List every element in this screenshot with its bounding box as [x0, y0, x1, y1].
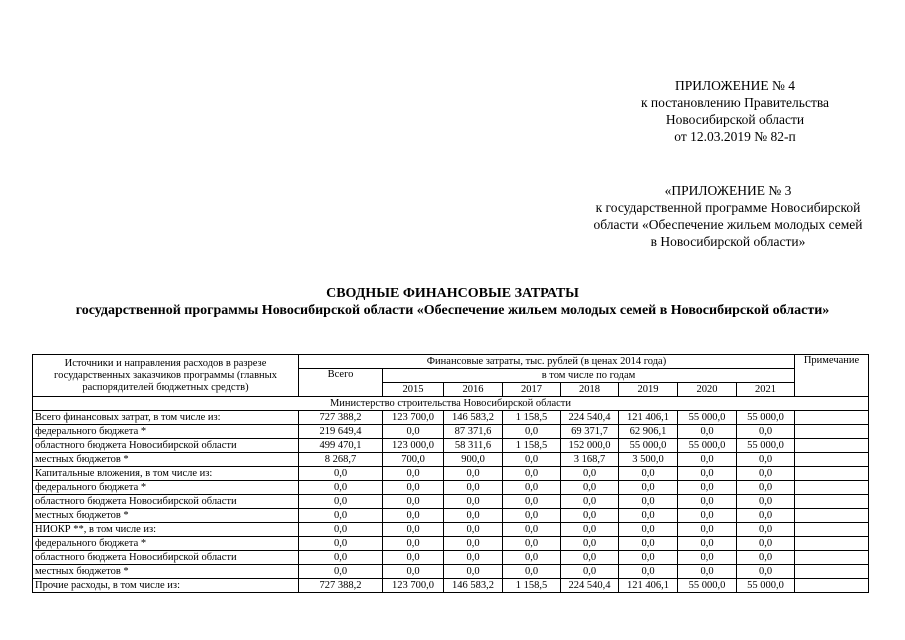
row-year-value: 0,0 — [737, 565, 795, 579]
row-year-value: 0,0 — [383, 425, 444, 439]
row-year-value: 0,0 — [737, 481, 795, 495]
row-year-value: 0,0 — [678, 509, 737, 523]
row-year-value: 0,0 — [561, 495, 619, 509]
row-note — [795, 523, 869, 537]
row-year-value: 0,0 — [503, 467, 561, 481]
row-year-value: 0,0 — [737, 467, 795, 481]
row-label: федерального бюджета * — [33, 537, 299, 551]
row-year-value: 1 158,5 — [503, 439, 561, 453]
header-year: 2021 — [737, 383, 795, 397]
row-year-value: 0,0 — [383, 495, 444, 509]
row-year-value: 700,0 — [383, 453, 444, 467]
row-year-value: 55 000,0 — [678, 579, 737, 593]
header-year: 2016 — [444, 383, 503, 397]
row-total: 0,0 — [299, 537, 383, 551]
row-year-value: 0,0 — [737, 509, 795, 523]
row-total: 0,0 — [299, 509, 383, 523]
row-year-value: 0,0 — [444, 565, 503, 579]
row-year-value: 0,0 — [678, 467, 737, 481]
row-note — [795, 565, 869, 579]
row-year-value: 55 000,0 — [678, 411, 737, 425]
header-total: Всего — [299, 369, 383, 397]
row-total: 0,0 — [299, 481, 383, 495]
row-year-value: 0,0 — [444, 495, 503, 509]
row-note — [795, 481, 869, 495]
row-year-value: 0,0 — [561, 523, 619, 537]
table-row — [33, 579, 869, 593]
row-year-value: 0,0 — [619, 495, 678, 509]
appendix-4-line2: к постановлению Правительства — [640, 95, 830, 110]
appendix-4-line4: от 12.03.2019 № 82-п — [674, 129, 796, 144]
table-row — [33, 453, 869, 467]
row-year-value: 0,0 — [737, 425, 795, 439]
row-year-value: 55 000,0 — [678, 439, 737, 453]
row-label: Прочие расходы, в том числе из: — [33, 579, 299, 593]
row-year-value: 58 311,6 — [444, 439, 503, 453]
row-year-value: 0,0 — [678, 537, 737, 551]
row-year-value: 55 000,0 — [619, 439, 678, 453]
row-year-value: 146 583,2 — [444, 411, 503, 425]
row-label: местных бюджетов * — [33, 509, 299, 523]
document-subtitle: государственной программы Новосибирской области «Обеспечение жильем молодых семей в Новосибирской области» — [75, 303, 830, 318]
row-year-value: 0,0 — [561, 537, 619, 551]
row-year-value: 0,0 — [383, 551, 444, 565]
row-year-value: 0,0 — [619, 565, 678, 579]
appendix-3-line2: к государственной программе Новосибирской — [595, 200, 861, 215]
row-total: 499 470,1 — [299, 439, 383, 453]
row-year-value: 0,0 — [619, 537, 678, 551]
row-year-value: 0,0 — [678, 425, 737, 439]
row-year-value: 0,0 — [503, 425, 561, 439]
appendix-4-line3: Новосибирской области — [665, 112, 805, 127]
row-year-value: 1 158,5 — [503, 411, 561, 425]
row-year-value: 0,0 — [619, 509, 678, 523]
row-year-value: 0,0 — [444, 523, 503, 537]
row-year-value: 0,0 — [503, 453, 561, 467]
row-year-value: 0,0 — [737, 495, 795, 509]
table-row — [33, 495, 869, 509]
row-year-value: 0,0 — [561, 481, 619, 495]
row-year-value: 0,0 — [503, 523, 561, 537]
row-year-value: 224 540,4 — [561, 579, 619, 593]
ministry-name: Министерство строительства Новосибирской области — [33, 397, 869, 411]
header-financial: Финансовые затраты, тыс. рублей (в ценах 2014 года) — [299, 355, 795, 369]
row-year-value: 87 371,6 — [444, 425, 503, 439]
row-label: областного бюджета Новосибирской области — [33, 495, 299, 509]
row-year-value: 0,0 — [444, 467, 503, 481]
ministry-row — [33, 397, 869, 411]
table-row — [33, 425, 869, 439]
row-year-value: 55 000,0 — [737, 439, 795, 453]
row-label: НИОКР **, в том числе из: — [33, 523, 299, 537]
row-note — [795, 537, 869, 551]
row-year-value: 0,0 — [678, 481, 737, 495]
table-row — [33, 565, 869, 579]
row-note — [795, 439, 869, 453]
row-year-value: 0,0 — [503, 551, 561, 565]
row-year-value: 62 906,1 — [619, 425, 678, 439]
row-year-value: 0,0 — [444, 551, 503, 565]
document-title: СВОДНЫЕ ФИНАНСОВЫЕ ЗАТРАТЫ — [326, 286, 579, 301]
row-year-value: 0,0 — [503, 537, 561, 551]
row-label: областного бюджета Новосибирской области — [33, 439, 299, 453]
row-year-value: 224 540,4 — [561, 411, 619, 425]
table-row — [33, 523, 869, 537]
row-year-value: 0,0 — [619, 467, 678, 481]
row-year-value: 123 700,0 — [383, 411, 444, 425]
row-year-value: 0,0 — [737, 453, 795, 467]
row-total: 727 388,2 — [299, 411, 383, 425]
header-sources: Источники и направления расходов в разрезе государственных заказчиков программы (главных распорядителей бюджетных средств) — [33, 355, 299, 397]
row-total: 0,0 — [299, 551, 383, 565]
row-year-value: 0,0 — [444, 481, 503, 495]
row-label: федерального бюджета * — [33, 425, 299, 439]
table-row — [33, 439, 869, 453]
header-row-1 — [33, 355, 869, 369]
row-year-value: 3 500,0 — [619, 453, 678, 467]
row-note — [795, 425, 869, 439]
row-label: местных бюджетов * — [33, 453, 299, 467]
row-note — [795, 495, 869, 509]
row-year-value: 121 406,1 — [619, 579, 678, 593]
row-year-value: 0,0 — [561, 551, 619, 565]
row-note — [795, 467, 869, 481]
header-year: 2018 — [561, 383, 619, 397]
row-total: 8 268,7 — [299, 453, 383, 467]
row-year-value: 0,0 — [737, 537, 795, 551]
row-year-value: 0,0 — [678, 453, 737, 467]
row-total: 0,0 — [299, 467, 383, 481]
row-year-value: 0,0 — [383, 523, 444, 537]
financial-costs-table — [32, 354, 869, 593]
table-row — [33, 537, 869, 551]
row-total: 0,0 — [299, 495, 383, 509]
row-note — [795, 579, 869, 593]
row-year-value: 0,0 — [383, 509, 444, 523]
row-year-value: 0,0 — [678, 495, 737, 509]
row-label: федерального бюджета * — [33, 481, 299, 495]
row-year-value: 0,0 — [503, 495, 561, 509]
row-label: Всего финансовых затрат, в том числе из: — [33, 411, 299, 425]
table-row — [33, 481, 869, 495]
row-year-value: 146 583,2 — [444, 579, 503, 593]
appendix-4-line1: ПРИЛОЖЕНИЕ № 4 — [674, 78, 796, 93]
row-year-value: 123 700,0 — [383, 579, 444, 593]
appendix-3-line1: «ПРИЛОЖЕНИЕ № 3 — [664, 183, 792, 198]
row-year-value: 55 000,0 — [737, 411, 795, 425]
row-year-value: 123 000,0 — [383, 439, 444, 453]
row-year-value: 55 000,0 — [737, 579, 795, 593]
appendix-3-line4: в Новосибирской области» — [650, 234, 806, 249]
appendix-3-line3: области «Обеспечение жильем молодых семей — [593, 217, 863, 232]
row-year-value: 0,0 — [619, 551, 678, 565]
row-year-value: 0,0 — [383, 537, 444, 551]
row-note — [795, 509, 869, 523]
row-year-value: 0,0 — [619, 481, 678, 495]
row-year-value: 69 371,7 — [561, 425, 619, 439]
row-year-value: 0,0 — [619, 523, 678, 537]
header-year: 2020 — [678, 383, 737, 397]
row-year-value: 0,0 — [678, 565, 737, 579]
row-label: областного бюджета Новосибирской области — [33, 551, 299, 565]
table-row — [33, 411, 869, 425]
row-year-value: 0,0 — [503, 509, 561, 523]
row-year-value: 0,0 — [503, 481, 561, 495]
row-year-value: 0,0 — [737, 551, 795, 565]
row-year-value: 0,0 — [561, 565, 619, 579]
row-total: 727 388,2 — [299, 579, 383, 593]
appendix-4-block — [600, 77, 870, 145]
row-year-value: 0,0 — [561, 467, 619, 481]
header-year: 2017 — [503, 383, 561, 397]
row-year-value: 0,0 — [383, 467, 444, 481]
header-note: Примечание — [795, 355, 869, 397]
row-year-value: 0,0 — [678, 523, 737, 537]
row-label: местных бюджетов * — [33, 565, 299, 579]
row-year-value: 900,0 — [444, 453, 503, 467]
row-year-value: 1 158,5 — [503, 579, 561, 593]
row-total: 219 649,4 — [299, 425, 383, 439]
row-year-value: 3 168,7 — [561, 453, 619, 467]
row-year-value: 0,0 — [383, 481, 444, 495]
row-year-value: 0,0 — [444, 537, 503, 551]
row-total: 0,0 — [299, 523, 383, 537]
table-row — [33, 551, 869, 565]
row-note — [795, 551, 869, 565]
row-year-value: 0,0 — [503, 565, 561, 579]
row-year-value: 0,0 — [678, 551, 737, 565]
row-label: Капитальные вложения, в том числе из: — [33, 467, 299, 481]
row-note — [795, 453, 869, 467]
header-by-years: в том числе по годам — [383, 369, 795, 383]
table-row — [33, 467, 869, 481]
table-row — [33, 509, 869, 523]
row-total: 0,0 — [299, 565, 383, 579]
header-year: 2019 — [619, 383, 678, 397]
row-year-value: 152 000,0 — [561, 439, 619, 453]
row-year-value: 0,0 — [383, 565, 444, 579]
row-year-value: 121 406,1 — [619, 411, 678, 425]
row-note — [795, 411, 869, 425]
row-year-value: 0,0 — [561, 509, 619, 523]
appendix-3-block — [548, 182, 905, 250]
header-year: 2015 — [383, 383, 444, 397]
row-year-value: 0,0 — [444, 509, 503, 523]
row-year-value: 0,0 — [737, 523, 795, 537]
